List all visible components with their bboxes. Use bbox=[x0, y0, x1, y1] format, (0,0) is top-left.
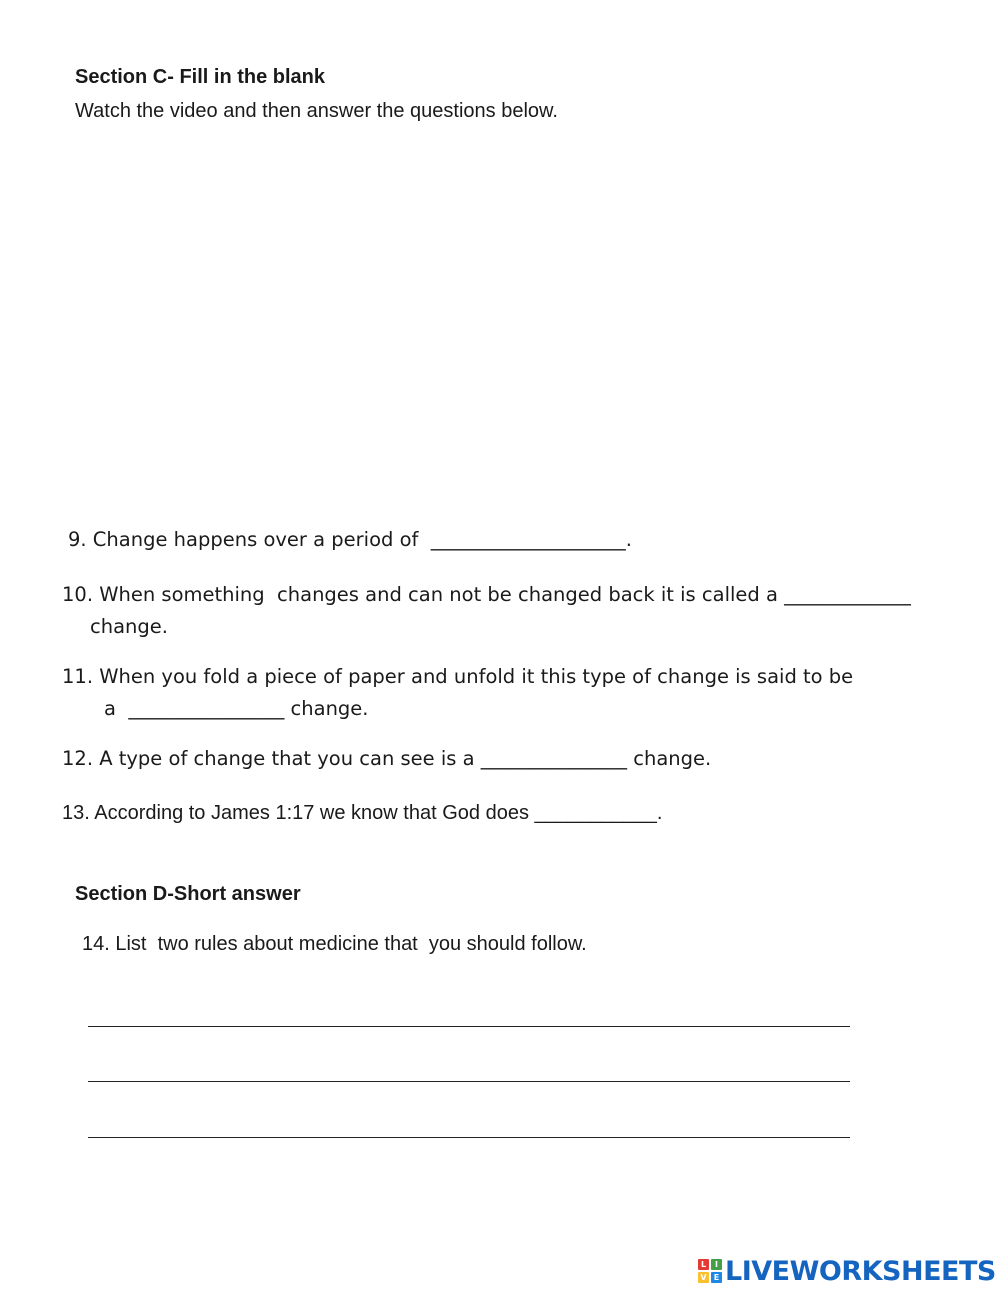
logo-letter: E bbox=[711, 1272, 722, 1283]
question-11-line-1: 11. When you fold a piece of paper and unfold it this type of change is said to be bbox=[62, 665, 854, 688]
question-10-line-2: change. bbox=[90, 615, 168, 638]
question-10-line-1: 10. When something changes and can not be changed back it is called a _____________ bbox=[62, 583, 911, 606]
logo-icon bbox=[698, 1259, 722, 1283]
section-d-heading: Section D-Short answer bbox=[75, 883, 301, 905]
section-c-heading: Section C- Fill in the blank bbox=[75, 66, 326, 88]
answer-line[interactable] bbox=[88, 1026, 850, 1027]
question-9: 9. Change happens over a period of ____________________. bbox=[68, 528, 632, 551]
logo-letter: I bbox=[711, 1259, 722, 1270]
answer-line[interactable] bbox=[88, 1081, 850, 1082]
logo-letter: L bbox=[698, 1259, 709, 1270]
logo-letter: V bbox=[698, 1272, 709, 1283]
logo-text: LIVEWORKSHEETS bbox=[725, 1255, 996, 1287]
section-c-instruction: Watch the video and then answer the questions below. bbox=[75, 100, 558, 122]
liveworksheets-logo bbox=[698, 1254, 996, 1288]
question-12: 12. A type of change that you can see is a _______________ change. bbox=[62, 747, 712, 770]
question-14: 14. List two rules about medicine that you should follow. bbox=[82, 933, 587, 955]
video-area[interactable] bbox=[75, 140, 925, 500]
question-11-line-2: a ________________ change. bbox=[104, 697, 369, 720]
question-13: 13. According to James 1:17 we know that God does ___________. bbox=[62, 802, 663, 824]
answer-line[interactable] bbox=[88, 1137, 850, 1138]
